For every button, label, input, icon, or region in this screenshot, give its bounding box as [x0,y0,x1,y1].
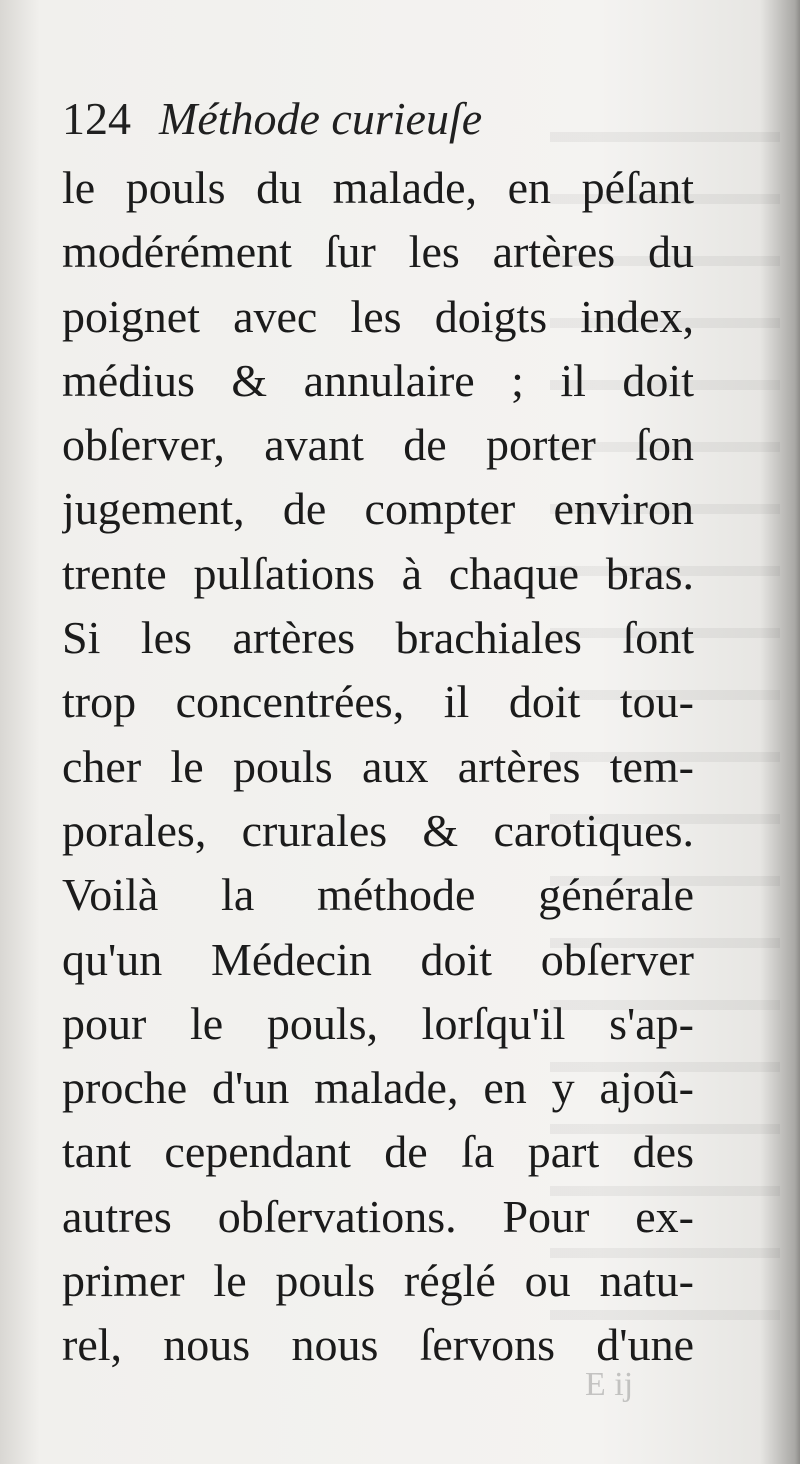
text-line: autres obſervations. Pour ex- [62,1190,694,1242]
text-line: trente pulſations à chaque bras. [62,547,694,599]
text-line: primer le pouls réglé ou natu- [62,1255,694,1307]
running-title: Méthode curieuſe [159,93,483,144]
text-line: poignet avec les doigts index, [62,290,694,342]
page-number: 124 [62,93,131,144]
text-line: rel, nous nous ſervons d'une [62,1319,694,1371]
signature-mark: E ij [585,1366,634,1403]
body-text [62,156,694,1378]
text-line: obſerver, avant de porter ſon [62,419,694,471]
text-line: médius & annulaire ; il doit [62,354,694,406]
text-line: le pouls du malade, en péſant [62,162,694,213]
text-line: pour le pouls, lorſqu'il s'ap- [62,997,694,1049]
text-line: Si les artères brachiales ſont [62,612,694,664]
text-line: tant cependant de ſa part des [62,1126,694,1178]
text-line: jugement, de compter environ [62,483,694,535]
text-line: qu'un Médecin doit obſerver [62,933,694,985]
text-line: cher le pouls aux artères tem- [62,740,694,792]
text-line: modérément ſur les artères du [62,226,694,278]
text-line: proche d'un malade, en y ajoû- [62,1062,694,1114]
text-line: porales, crurales & carotiques. [62,804,694,856]
text-line: trop concentrées, il doit tou- [62,676,694,728]
page-header [62,92,482,152]
text-line: Voilà la méthode générale [62,869,694,921]
